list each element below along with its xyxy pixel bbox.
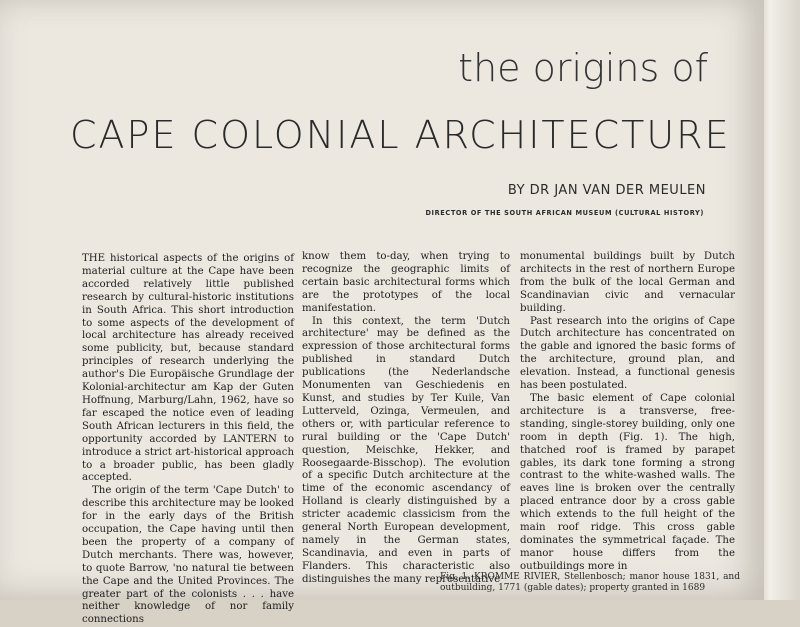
text-column-3 <box>520 251 735 574</box>
paragraph: The origin of the term 'Cape Dutch' to describe this architecture may be looked for in the early days of the British occupation, the Cape having until then been the property of a company of Dutch merchants. There was, however, to quote Barrow, 'no natural tie between the Cape and the United Provinces. The greater part of the colonists . . . have neither knowledge of nor family connections <box>82 485 294 626</box>
text-column-1 <box>82 253 294 627</box>
page-edge <box>764 0 800 600</box>
author-byline: BY DR JAN VAN DER MEULEN <box>507 183 706 198</box>
kicker-heading: the origins of <box>458 46 708 90</box>
paragraph: monumental buildings built by Dutch architects in the rest of northern Europe from the bulk of the local German and Scandinavian civic and vernacular building. <box>520 251 735 314</box>
paragraph: THE historical aspects of the origins of material culture at the Cape have been accorded relatively little published research by cultural-historic institutions in South Africa. This short introduction to some aspects of the development of local architecture has already received some publicity, but, because standard principles of research underlying the author's Die Europäische Grundlage der Kolonial-architectur am Kap der Guten Hoffnung, Marburg/Lahn, 1962, have so far escaped the notice even of leading South African lecturers in this field, the opportunity accorded by LANTERN to introduce a strict art-historical approach to a broader public, has been gladly accepted. <box>82 253 294 484</box>
author-role: DIRECTOR OF THE SOUTH AFRICAN MUSEUM (CULTURAL HISTORY) <box>425 209 704 217</box>
paragraph: In this context, the term 'Dutch architecture' may be defined as the expression of those architectural forms published in standard Dutch publications (the Nederlandsche Monumenten van Geschiedenis en Kunst, and studies by Ter Kuile, Van Lutterveld, Ozinga, Vermeulen, and others or, with particular reference to rural building or the 'Cape Dutch' question, Meischke, Hekker, and Roosegaarde-Bisschop). The evolution of a specific Dutch architecture at the time of the economic ascendancy of Holland is clearly distinguished by a stricter academic classicism from the general North European development, namely in the German states, Scandinavia, and even in parts of Flanders. This characteristic also distinguishes the many representative <box>302 315 510 585</box>
text-column-2 <box>302 251 510 587</box>
figure-caption: Fig. 1. KROMME RIVIER, Stellenbosch; manor house 1831, and outbuilding, 1771 (gable dates); property granted in 1689 <box>440 572 740 593</box>
paragraph: The basic element of Cape colonial architecture is a transverse, free-standing, single-storey building, only one room in depth (Fig. 1). The high, thatched roof is framed by parapet gables, its dark tone forming a strong contrast to the white-washed walls. The eaves line is broken over the centrally placed entrance door by a cross gable which extends to the full height of the main roof ridge. This cross gable dominates the symmetrical façade. The manor house differs from the outbuildings more in <box>520 392 735 572</box>
paragraph: Past research into the origins of Cape Dutch architecture has concentrated on the gable and ignored the basic forms of the architecture, ground plan, and elevation. Instead, a functional genesis has been postulated. <box>520 315 735 392</box>
paragraph: know them to-day, when trying to recognize the geographic limits of certain basic architectural forms which are the prototypes of the local manifestation. <box>302 251 510 314</box>
article-title: CAPE COLONIAL ARCHITECTURE <box>70 113 731 157</box>
